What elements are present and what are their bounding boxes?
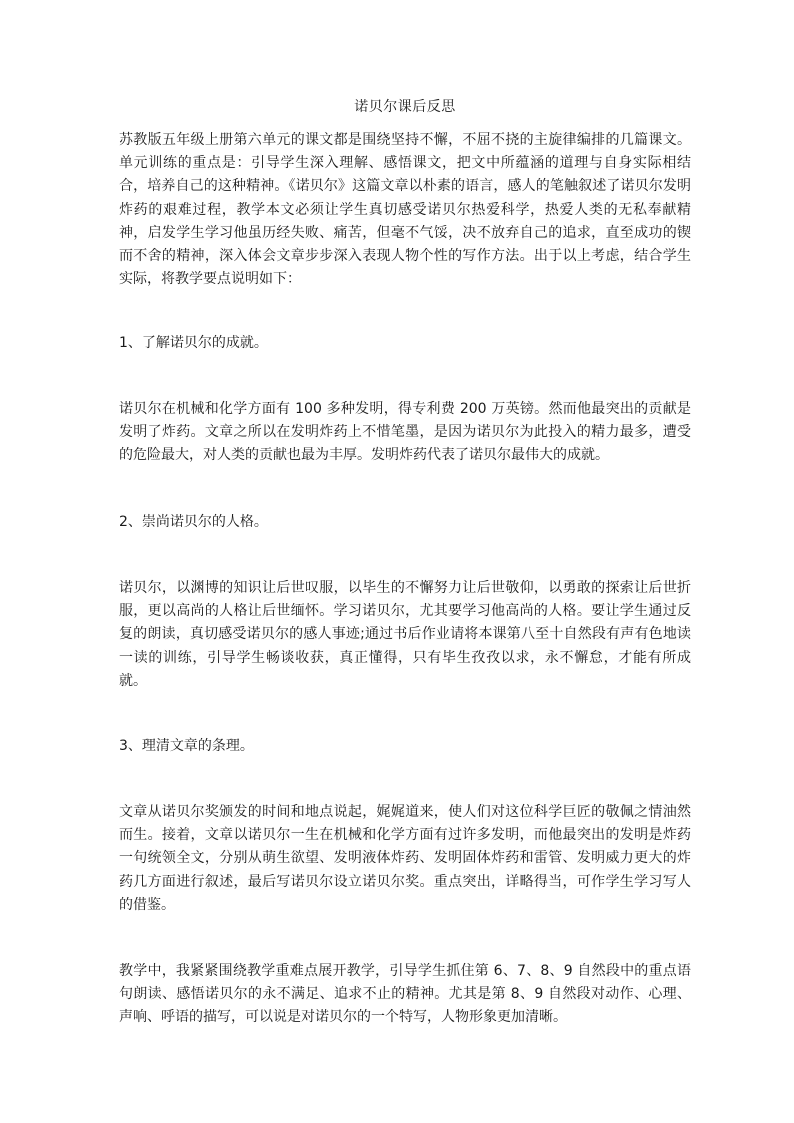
- document-title: 诺贝尔课后反思: [354, 99, 456, 115]
- section-paragraph-character: 诺贝尔，以渊博的知识让后世叹服，以毕生的不懈努力让后世敬仰，以勇敢的探索让后世折服，更以高尚的人格让后世缅怀。学习诺贝尔，尤其要学习他高尚的人格。要让学生通过反复的朗读，真切感受诺贝尔的感人事迹;通过书后作业请将本课第八至十自然段有声有色地读一读的训练，引导学生畅谈收获，真正懂得，只有毕生孜孜以求，永不懈怠，才能有所成就。: [119, 580, 691, 689]
- closing-paragraph: 教学中，我紧紧围绕教学重难点展开教学，引导学生抓住第 6、7、8、9 自然段中的重点语句朗读、感悟诺贝尔的永不满足、追求不止的精神。尤其是第 8、9 自然段对动作、心理、声响、呼语的描写，可以说是对诺贝尔的一个特写，人物形象更加清晰。: [119, 963, 691, 1026]
- section-paragraph-achievements: 诺贝尔在机械和化学方面有 100 多种发明，得专利费 200 万英镑。然而他最突出的贡献是发明了炸药。文章之所以在发明炸药上不惜笔墨，是因为诺贝尔为此投入的精力最多，遭受的危险最大，对人类的贡献也最为丰厚。发明炸药代表了诺贝尔最伟大的成就。: [119, 401, 691, 464]
- intro-paragraph: 苏教版五年级上册第六单元的课文都是围绕坚持不懈，不屈不挠的主旋律编排的几篇课文。单元训练的重点是：引导学生深入理解、感悟课文，把文中所蕴涵的道理与自身实际相结合，培养自己的这种精神。《诺贝尔》这篇文章以朴素的语言，感人的笔触叙述了诺贝尔发明炸药的艰难过程，教学本文必须让学生真切感受诺贝尔热爱科学，热爱人类的无私奉献精神，启发学生学习他虽历经失败、痛苦，但毫不气馁，决不放弃自己的追求，直至成功的锲而不舍的精神，深入体会文章步步深入表现人物个性的写作方法。出于以上考虑，结合学生实际，将教学要点说明如下：: [119, 132, 691, 288]
- section-heading-achievements: 1、了解诺贝尔的成就。: [119, 335, 268, 351]
- section-paragraph-structure: 文章从诺贝尔奖颁发的时间和地点说起，娓娓道来，使人们对这位科学巨匠的敬佩之情油然而生。接着，文章以诺贝尔一生在机械和化学方面有过许多发明，而他最突出的发明是炸药一句统领全文，分别从萌生欲望、发明液体炸药、发明固体炸药和雷管、发明威力更大的炸药几方面进行叙述，最后写诺贝尔设立诺贝尔奖。重点突出，详略得当，可作学生学习写人的借鉴。: [119, 804, 691, 913]
- section-heading-character: 2、崇尚诺贝尔的人格。: [119, 514, 268, 530]
- section-heading-structure: 3、理清文章的条理。: [119, 738, 254, 754]
